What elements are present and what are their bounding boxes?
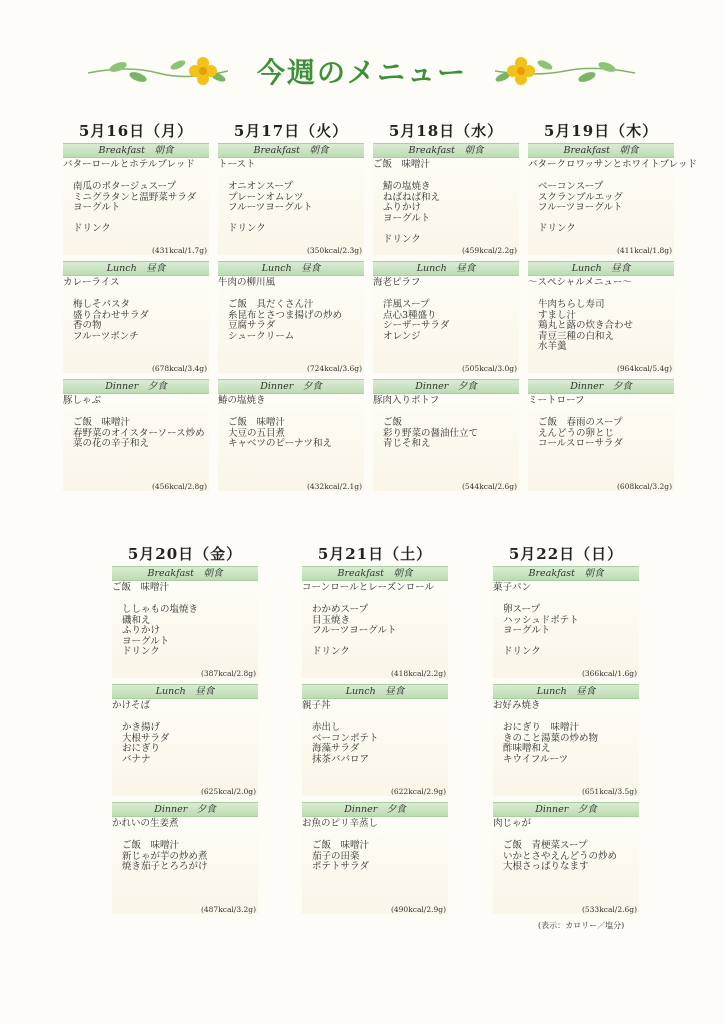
breakfast-items: [302, 605, 448, 658]
dinner-section: [528, 379, 674, 491]
menu-item: ヨーグルト: [122, 635, 170, 647]
menu-item: ドリンク: [503, 646, 541, 657]
lunch-items: [302, 723, 448, 765]
lunch-section: [63, 261, 209, 373]
breakfast-main: バターロールとホテルブレッド: [63, 159, 195, 170]
dinner-section: [218, 379, 364, 491]
day-column-1: [63, 120, 209, 490]
menu-item: 磯和え: [122, 614, 151, 626]
lunch-kcal: (651kcal/3.5g): [581, 787, 637, 796]
dinner-header: Dinner 夕食: [493, 802, 639, 817]
menu-item: わかめスープ: [312, 604, 369, 615]
day-column-2: [218, 120, 364, 490]
breakfast-items: [528, 182, 674, 235]
menu-item: 糸昆布とさつま揚げの炒め: [228, 309, 343, 321]
day-column-3: [373, 120, 519, 490]
dinner-kcal: (432kcal/2.1g): [306, 482, 362, 491]
breakfast-kcal: (366kcal/1.6g): [581, 669, 637, 678]
breakfast-kcal: (459kcal/2.2g): [461, 246, 517, 255]
menu-item: 春野菜のオイスターソース炒め: [73, 427, 205, 439]
menu-item: スクランブルエッグ: [538, 191, 623, 203]
breakfast-main: ご飯 味噌汁: [373, 159, 431, 170]
breakfast-section: [63, 143, 209, 255]
lunch-body: [493, 700, 639, 796]
breakfast-kcal: (418kcal/2.2g): [390, 669, 446, 678]
menu-item: ご飯 味噌汁: [122, 840, 180, 851]
lunch-body: [373, 277, 519, 373]
dinner-items: [302, 841, 448, 873]
page-title: 今週のメニュー: [256, 56, 467, 89]
menu-item: ドリンク: [383, 233, 421, 245]
menu-item: おにぎり: [122, 743, 161, 754]
dinner-kcal: (487kcal/3.2g): [200, 905, 256, 914]
dinner-body: [63, 395, 209, 491]
dinner-section: [302, 802, 448, 914]
dinner-header: Dinner 夕食: [302, 802, 448, 817]
menu-item: ご飯 味噌汁: [73, 417, 131, 428]
dinner-header: Dinner 夕食: [112, 802, 258, 817]
breakfast-kcal: (431kcal/1.7g): [151, 246, 207, 255]
breakfast-section: [302, 566, 448, 678]
menu-item: すまし汁: [538, 309, 577, 321]
menu-item: ミニグラタンと温野菜サラダ: [73, 191, 197, 203]
menu-item: 焼き茄子とろろがけ: [122, 861, 208, 872]
breakfast-body: [493, 582, 639, 678]
menu-item: フルーツポンチ: [73, 330, 139, 342]
menu-item: フルーツヨーグルト: [228, 202, 313, 213]
menu-item: 大豆の五目煮: [228, 427, 286, 439]
dinner-header: Dinner 夕食: [63, 379, 209, 394]
lunch-body: [528, 277, 674, 373]
menu-item: ご飯 具だくさん汁: [228, 299, 314, 310]
menu-item: ドリンク: [73, 223, 111, 234]
menu-item: 盛り合わせサラダ: [73, 309, 149, 321]
lunch-body: [218, 277, 364, 373]
menu-item: 点心3種盛り: [383, 309, 437, 321]
menu-item: プレーンオムレツ: [228, 191, 304, 203]
breakfast-body: [112, 582, 258, 678]
menu-item: 大根さっぱりなます: [503, 861, 589, 872]
breakfast-header: Breakfast 朝食: [112, 566, 258, 581]
dinner-header: Dinner 夕食: [373, 379, 519, 394]
dinner-section: [63, 379, 209, 491]
lunch-items: [63, 300, 209, 342]
lunch-main: 牛肉の柳川風: [218, 277, 276, 288]
menu-item: ご飯 味噌汁: [312, 840, 370, 851]
dinner-section: [493, 802, 639, 914]
lunch-main: お好み焼き: [493, 700, 541, 711]
menu-item: かき揚げ: [122, 722, 161, 733]
lunch-main: カレーライス: [63, 277, 120, 288]
menu-item: 青豆三種の白和え: [538, 330, 615, 342]
menu-item: ご飯 青梗菜スープ: [503, 840, 588, 851]
menu-item: ポテトサラダ: [312, 861, 369, 872]
dinner-section: [112, 802, 258, 914]
menu-item: 洋風スープ: [383, 299, 430, 310]
menu-item: 彩り野菜の醤油仕立て: [383, 427, 479, 439]
menu-item: ハッシュドポテト: [503, 614, 579, 626]
menu-item: ふりかけ: [122, 625, 161, 636]
menu-item: ヨーグルト: [383, 212, 431, 224]
menu-item: キウイフルーツ: [503, 753, 569, 765]
menu-item: ご飯: [383, 417, 403, 428]
lunch-items: [493, 723, 639, 765]
breakfast-main: ご飯 味噌汁: [112, 582, 170, 593]
lunch-header: Lunch 昼食: [112, 684, 258, 699]
menu-item: 梅しそパスタ: [73, 299, 131, 310]
menu-item: [383, 224, 519, 235]
breakfast-main: コーンロールとレーズンロール: [302, 582, 434, 593]
dinner-items: [528, 418, 674, 450]
menu-item: 目玉焼き: [312, 614, 351, 626]
day-column-7: [493, 543, 639, 913]
lunch-header: Lunch 昼食: [493, 684, 639, 699]
dinner-body: [373, 395, 519, 491]
breakfast-items: [373, 182, 519, 245]
breakfast-header: Breakfast 朝食: [63, 143, 209, 158]
day-column-4: [528, 120, 698, 491]
dinner-main: かれいの生姜煮: [112, 818, 179, 829]
menu-item: えんどうの卵とじ: [538, 427, 615, 439]
dinner-body: [528, 395, 674, 491]
breakfast-items: [63, 182, 209, 235]
breakfast-header: Breakfast 朝食: [493, 566, 639, 581]
breakfast-items: [218, 182, 364, 235]
menu-item: 茄子の田楽: [312, 850, 360, 862]
dinner-kcal: (608kcal/3.2g): [616, 482, 672, 491]
breakfast-section: [112, 566, 258, 678]
breakfast-section: [493, 566, 639, 678]
lunch-items: [528, 300, 674, 353]
lunch-section: [528, 261, 674, 373]
dinner-header: Dinner 夕食: [528, 379, 674, 394]
dinner-body: [302, 818, 448, 914]
dinner-body: [112, 818, 258, 914]
breakfast-main: トースト: [218, 159, 256, 170]
lunch-main: かけそば: [112, 700, 151, 711]
header: [0, 45, 724, 95]
lunch-main: 海老ピラフ: [373, 277, 421, 288]
breakfast-body: [218, 159, 364, 255]
lunch-main: 親子丼: [302, 700, 331, 711]
lunch-body: [112, 700, 258, 796]
menu-item: ドリンク: [538, 223, 576, 234]
lunch-section: [493, 684, 639, 796]
day-date: 5月21日（土）: [317, 545, 433, 563]
breakfast-header: Breakfast 朝食: [302, 566, 448, 581]
breakfast-header: Breakfast 朝食: [528, 143, 674, 158]
breakfast-section: [218, 143, 364, 255]
lunch-body: [63, 277, 209, 373]
dinner-items: [63, 418, 209, 450]
day-date: 5月17日（火）: [233, 122, 349, 140]
breakfast-kcal: (350kcal/2.3g): [306, 246, 362, 255]
menu-item: ベーコンスープ: [538, 181, 604, 192]
breakfast-section: [373, 143, 519, 255]
menu-item: きのこと湯葉の炒め物: [503, 732, 599, 744]
breakfast-kcal: (411kcal/1.8g): [616, 246, 672, 255]
menu-item: ドリンク: [312, 646, 350, 657]
menu-item: ふりかけ: [383, 202, 422, 213]
lunch-kcal: (724kcal/3.6g): [306, 364, 362, 373]
dinner-header: Dinner 夕食: [218, 379, 364, 394]
menu-item: バナナ: [122, 753, 151, 765]
lunch-kcal: (625kcal/2.0g): [200, 787, 256, 796]
lunch-header: Lunch 昼食: [528, 261, 674, 276]
menu-item: 新じゃが芋の炒め煮: [122, 850, 208, 862]
day-date: 5月22日（日）: [508, 545, 624, 563]
menu-item: 大根サラダ: [122, 732, 170, 744]
lunch-kcal: (678kcal/3.4g): [151, 364, 207, 373]
dinner-items: [493, 841, 639, 873]
day-date: 5月19日（木）: [543, 122, 659, 140]
lunch-items: [218, 300, 364, 342]
flower-vine-right-icon: [495, 45, 635, 95]
dinner-kcal: (456kcal/2.8g): [151, 482, 207, 491]
menu-item: 豆腐サラダ: [228, 320, 276, 331]
menu-item: ねばねば和え: [383, 191, 441, 203]
breakfast-header: Breakfast 朝食: [218, 143, 364, 158]
menu-item: 水羊羹: [538, 341, 567, 352]
day-column-5: [112, 543, 258, 913]
legend-note: (表示：カロリー／塩分): [538, 921, 625, 930]
breakfast-body: [63, 159, 209, 255]
menu-item: ご飯 味噌汁: [228, 417, 286, 428]
lunch-kcal: (964kcal/5.4g): [616, 364, 672, 373]
menu-item: 鶏丸と蕗の炊き合わせ: [538, 320, 634, 331]
lunch-items: [373, 300, 519, 342]
menu-item: 抹茶ババロア: [312, 753, 370, 765]
menu-item: 卵スープ: [503, 604, 541, 615]
lunch-section: [218, 261, 364, 373]
menu-item: ベーコンポテト: [312, 732, 379, 744]
dinner-main: 肉じゃが: [493, 818, 532, 829]
menu-item: オニオンスープ: [228, 181, 293, 192]
dinner-section: [373, 379, 519, 491]
menu-item: いかとさやえんどうの炒め: [503, 850, 618, 862]
menu-item: ドリンク: [228, 223, 266, 234]
day-date: 5月20日（金）: [127, 545, 243, 563]
menu-item: コールスローサラダ: [538, 438, 623, 449]
breakfast-kcal: (387kcal/2.8g): [200, 669, 256, 678]
dinner-main: お魚のピリ辛蒸し: [302, 818, 379, 829]
menu-item: ヨーグルト: [503, 625, 551, 636]
dinner-body: [218, 395, 364, 491]
lunch-header: Lunch 昼食: [302, 684, 448, 699]
menu-item: 菜の花の辛子和え: [73, 438, 150, 449]
menu-item: オレンジ: [383, 330, 421, 342]
menu-item: ドリンク: [122, 646, 160, 657]
lunch-section: [373, 261, 519, 373]
breakfast-body: [528, 159, 698, 255]
dinner-kcal: (533kcal/2.6g): [581, 905, 637, 914]
dinner-kcal: (490kcal/2.9g): [390, 905, 446, 914]
menu-item: おにぎり 味噌汁: [503, 722, 580, 733]
menu-item: 海藻サラダ: [312, 743, 360, 754]
lunch-header: Lunch 昼食: [218, 261, 364, 276]
menu-item: ししゃもの塩焼き: [122, 604, 199, 615]
lunch-kcal: (505kcal/3.0g): [461, 364, 517, 373]
lunch-body: [302, 700, 448, 796]
menu-item: フルーツヨーグルト: [312, 625, 397, 636]
dinner-main: 鰆の塩焼き: [218, 395, 266, 406]
breakfast-body: [302, 582, 448, 678]
dinner-main: 豚肉入りポトフ: [373, 395, 440, 406]
lunch-items: [112, 723, 258, 765]
menu-item: 酢味噌和え: [503, 743, 551, 754]
lunch-section: [112, 684, 258, 796]
breakfast-header: Breakfast 朝食: [373, 143, 519, 158]
menu-item: シーザーサラダ: [383, 320, 450, 331]
menu-item: 青じそ和え: [383, 438, 431, 449]
dinner-body: [493, 818, 639, 914]
breakfast-items: [112, 605, 258, 658]
lunch-header: Lunch 昼食: [63, 261, 209, 276]
menu-item: 南瓜のポタージュスープ: [73, 181, 177, 192]
breakfast-section: [528, 143, 698, 255]
dinner-items: [218, 418, 364, 450]
dinner-items: [112, 841, 258, 873]
lunch-main: ～スペシャルメニュー～: [528, 277, 633, 288]
day-date: 5月18日（水）: [388, 122, 504, 140]
menu-item: ご飯 春雨のスープ: [538, 417, 623, 428]
lunch-header: Lunch 昼食: [373, 261, 519, 276]
menu-item: シュークリーム: [228, 330, 295, 342]
menu-item: フルーツヨーグルト: [538, 202, 623, 213]
day-date: 5月16日（月）: [78, 122, 194, 140]
dinner-kcal: (544kcal/2.6g): [461, 482, 517, 491]
dinner-main: ミートローフ: [528, 395, 585, 406]
lunch-kcal: (622kcal/2.9g): [390, 787, 446, 796]
menu-item: ヨーグルト: [73, 202, 121, 213]
menu-item: 鯖の塩焼き: [383, 181, 431, 192]
dinner-main: 豚しゃぶ: [63, 395, 102, 406]
dinner-items: [373, 418, 519, 450]
lunch-section: [302, 684, 448, 796]
menu-item: 香の物: [73, 320, 102, 331]
menu-item: キャベツのピーナツ和え: [228, 438, 333, 449]
breakfast-items: [493, 605, 639, 658]
breakfast-body: [373, 159, 519, 255]
breakfast-main: バタークロワッサンとホワイトブレッド: [528, 159, 698, 170]
menu-item: 赤出し: [312, 722, 341, 733]
breakfast-main: 菓子パン: [493, 582, 532, 593]
menu-item: 牛肉ちらし寿司: [538, 299, 605, 310]
day-column-6: [302, 543, 448, 913]
